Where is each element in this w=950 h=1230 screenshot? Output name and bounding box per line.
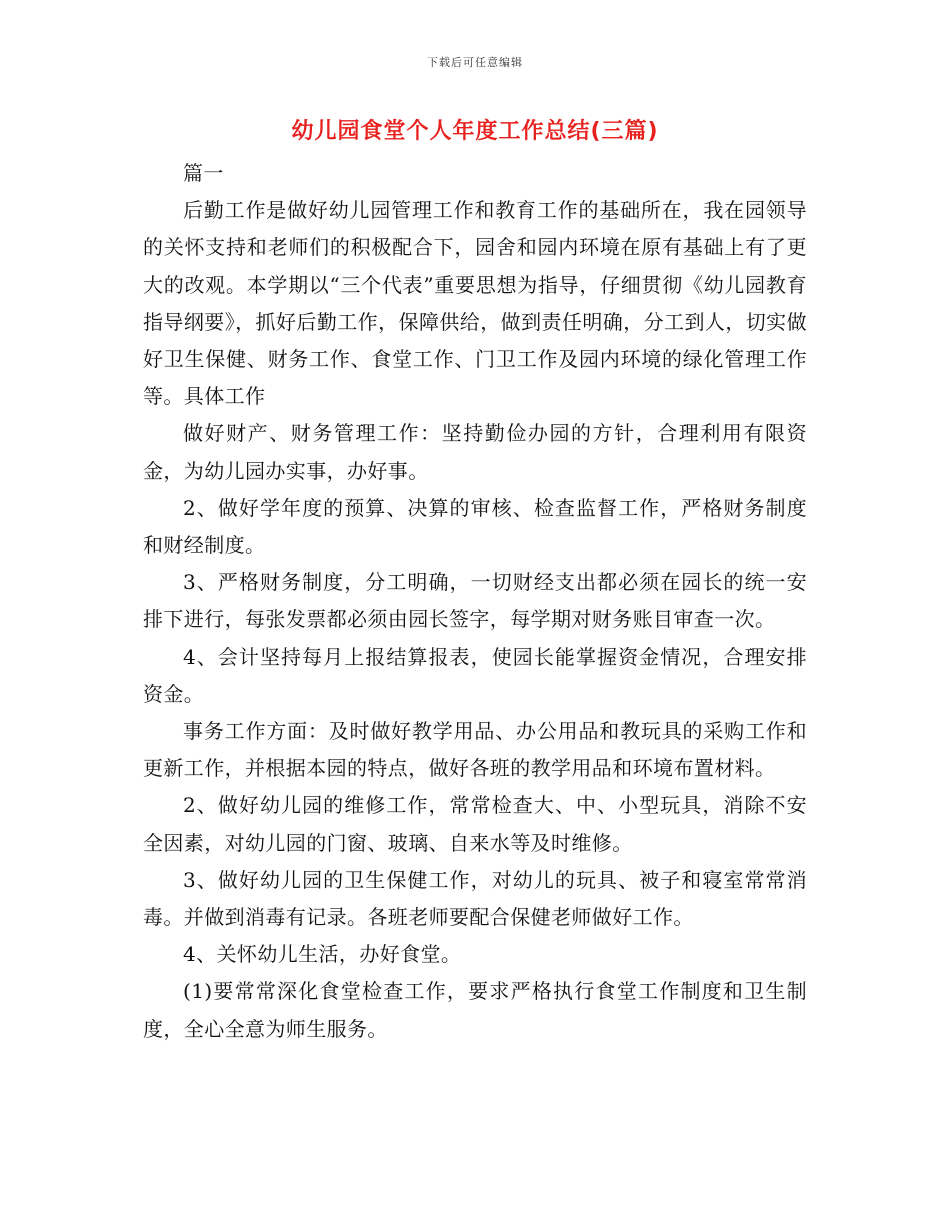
paragraph: 3、做好幼儿园的卫生保健工作，对幼儿的玩具、被子和寝室常常消毒。并做到消毒有记录。各班老师要配合保健老师做好工作。 — [143, 867, 807, 930]
paragraph: 事务工作方面：及时做好教学用品、办公用品和教玩具的采购工作和更新工作，并根据本园的特点，做好各班的教学用品和环境布置材料。 — [143, 719, 807, 781]
paragraph: 4、会计坚持每月上报结算报表，使园长能掌握资金情况，合理安排资金。 — [143, 644, 807, 706]
header-note: 下载后可任意编辑 — [427, 56, 523, 69]
paragraph: 做好财产、财务管理工作：坚持勤俭办园的方针，合理利用有限资金，为幼儿园办实事，办好事。 — [143, 421, 807, 483]
paragraph: 4、关怀幼儿生活，办好食堂。 — [183, 942, 462, 967]
paragraph: 3、严格财务制度，分工明确，一切财经支出都必须在园长的统一安排下进行，每张发票都必须由园长签字，每学期对财务账目审查一次。 — [143, 570, 807, 632]
section-heading: 篇一 — [183, 161, 224, 185]
document-title: 幼儿园食堂个人年度工作总结(三篇) — [291, 119, 659, 144]
paragraph: 后勤工作是做好幼儿园管理工作和教育工作的基础所在，我在园领导的关怀支持和老师们的积极配合下，园舍和园内环境在原有基础上有了更大的改观。本学期以“三个代表”重要思想为指导，仔细贯彻《幼儿园教育指导纲要》，抓好后勤工作，保障供给，做到责任明确，分工到人，切实做好卫生保健、财务工作、食堂工作、门卫工作及园内环境的绿化管理工作等。具体工作 — [143, 198, 807, 409]
paragraph: 2、做好学年度的预算、决算的审核、检查监督工作，严格财务制度和财经制度。 — [143, 495, 807, 558]
document-body — [143, 155, 807, 1048]
paragraph: 2、做好幼儿园的维修工作，常常检查大、中、小型玩具，消除不安全因素，对幼儿园的门窗、玻璃、自来水等及时维修。 — [143, 793, 807, 855]
paragraph: (1)要常常深化食堂检查工作，要求严格执行食堂工作制度和卫生制度，全心全意为师生服务。 — [143, 979, 807, 1041]
